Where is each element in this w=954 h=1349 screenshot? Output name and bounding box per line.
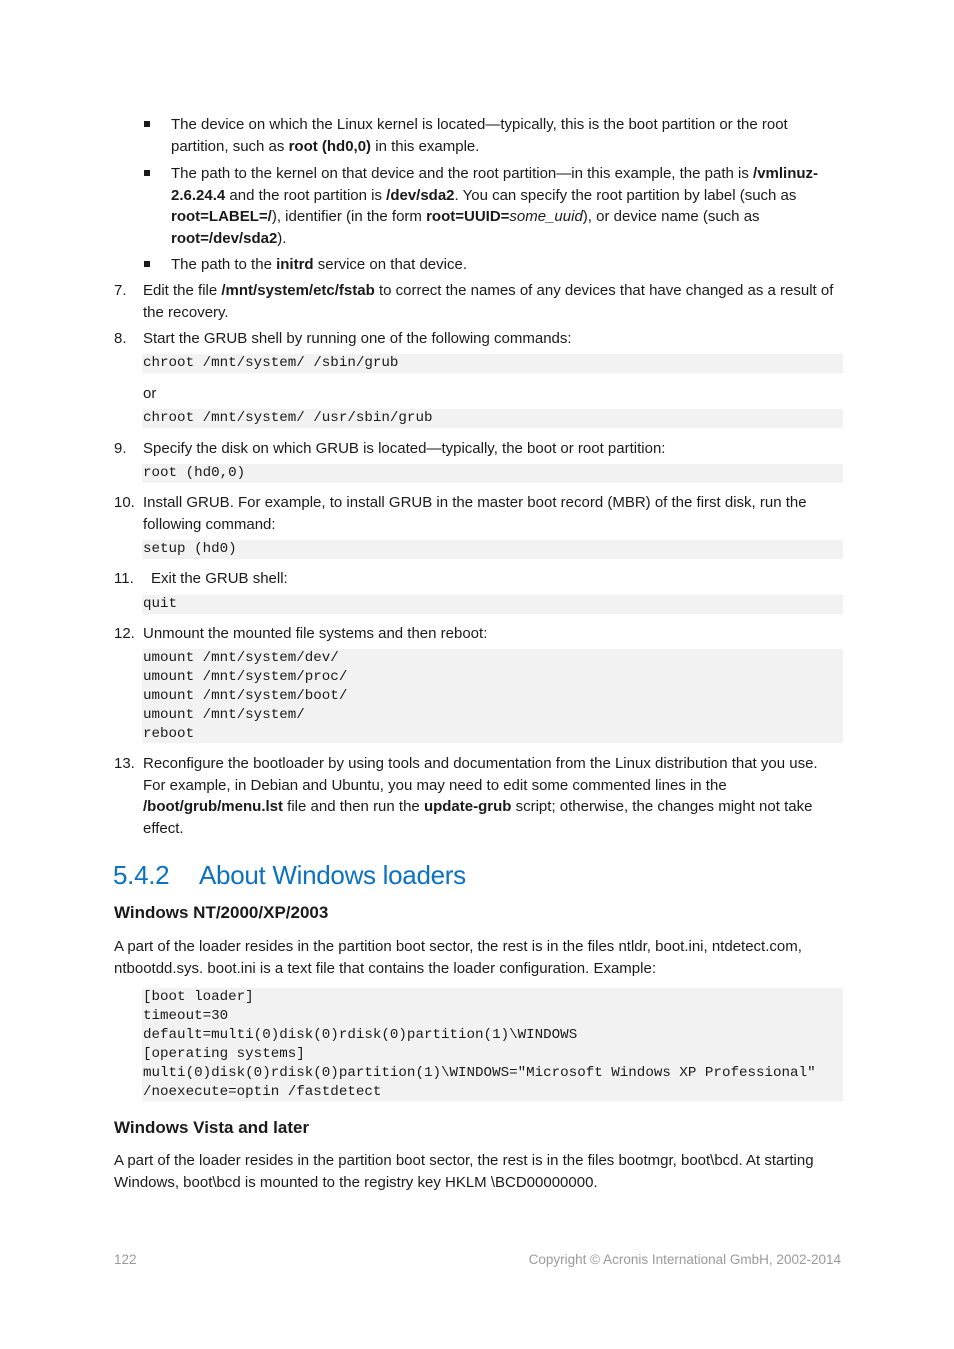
section-number: 5.4.2 [113, 860, 170, 890]
code-block-chroot-sbin: chroot /mnt/system/ /sbin/grub [142, 354, 843, 373]
step-7-text: Edit the file /mnt/system/etc/fstab to correct the names of any devices that have changed as a result of the recovery. [143, 282, 834, 321]
section-title: About Windows loaders [199, 860, 466, 890]
paragraph-windows-nt: A part of the loader resides in the partition boot sector, the rest is in the files ntldr, boot.ini, ntdetect.com, ntbootdd.sys. boot.ini is a text file that contains the loader configuration. Example: [114, 938, 802, 977]
copyright-notice: Copyright © Acronis International GmbH, 2002-2014 [528, 1252, 841, 1267]
step-number: 9. [114, 440, 127, 457]
code-block-root: root (hd0,0) [142, 464, 843, 483]
step-12-text: Unmount the mounted file systems and then reboot: [143, 625, 488, 642]
step-number: 7. [114, 282, 127, 299]
bullet-marker [144, 170, 150, 176]
step-8-text: Start the GRUB shell by running one of the following commands: [143, 330, 572, 347]
step-11-text: Exit the GRUB shell: [151, 570, 288, 587]
bullet-marker [144, 121, 150, 127]
step-number: 10. [114, 494, 135, 511]
code-block-chroot-usr-sbin: chroot /mnt/system/ /usr/sbin/grub [142, 409, 843, 428]
bullet-marker [144, 261, 150, 267]
bullet-item-initrd: The path to the initrd service on that device. [171, 256, 467, 273]
step-number: 12. [114, 625, 135, 642]
step-10-text: Install GRUB. For example, to install GRUB in the master boot record (MBR) of the first disk, run the following command: [143, 494, 807, 533]
heading-windows-nt: Windows NT/2000/XP/2003 [114, 903, 329, 922]
heading-windows-vista: Windows Vista and later [114, 1118, 310, 1137]
code-block-setup: setup (hd0) [142, 540, 843, 559]
step-9-text: Specify the disk on which GRUB is located—typically, the boot or root partition: [143, 440, 666, 457]
code-block-unmount: umount /mnt/system/dev/ umount /mnt/system/proc/ umount /mnt/system/boot/ umount /mnt/system/ reboot [142, 649, 843, 743]
or-text: or [143, 385, 157, 402]
section-heading [113, 858, 466, 892]
bullet-item-kernel-path: The path to the kernel on that device and the root partition—in this example, the path is /vmlinuz-2.6.24.4 and the root partition is /dev/sda2. You can specify the root partition by label (such as root=LABEL=/), identifier (in the form root=UUID=some_uuid), or device name (such as root=/dev/sda2). [171, 165, 819, 247]
bullet-item-kernel-device: The device on which the Linux kernel is located—typically, this is the boot partition or the root partition, such as root (hd0,0) in this example. [171, 116, 788, 155]
code-block-boot-ini: [boot loader] timeout=30 default=multi(0)disk(0)rdisk(0)partition(1)\WINDOWS [operating systems] multi(0)disk(0)rdisk(0)partition(1)\WINDOWS="Microsoft Windows XP Professional" /noexecute=optin /fastdetect [142, 988, 843, 1101]
paragraph-windows-vista: A part of the loader resides in the partition boot sector, the rest is in the files bootmgr, boot\bcd. At starting Windows, boot\bcd is mounted to the registry key HKLM \BCD00000000. [114, 1152, 814, 1191]
step-number: 11. [114, 570, 134, 587]
code-block-quit: quit [142, 595, 843, 614]
step-13-text: Reconfigure the bootloader by using tools and documentation from the Linux distribution that you use. For example, in Debian and Ubuntu, you may need to edit some commented lines in the /boot/grub/menu.lst file and then run the update-grub script; otherwise, the changes might not take effect. [143, 755, 818, 837]
page-number: 122 [114, 1252, 137, 1267]
step-number: 13. [114, 755, 135, 772]
step-number: 8. [114, 330, 127, 347]
